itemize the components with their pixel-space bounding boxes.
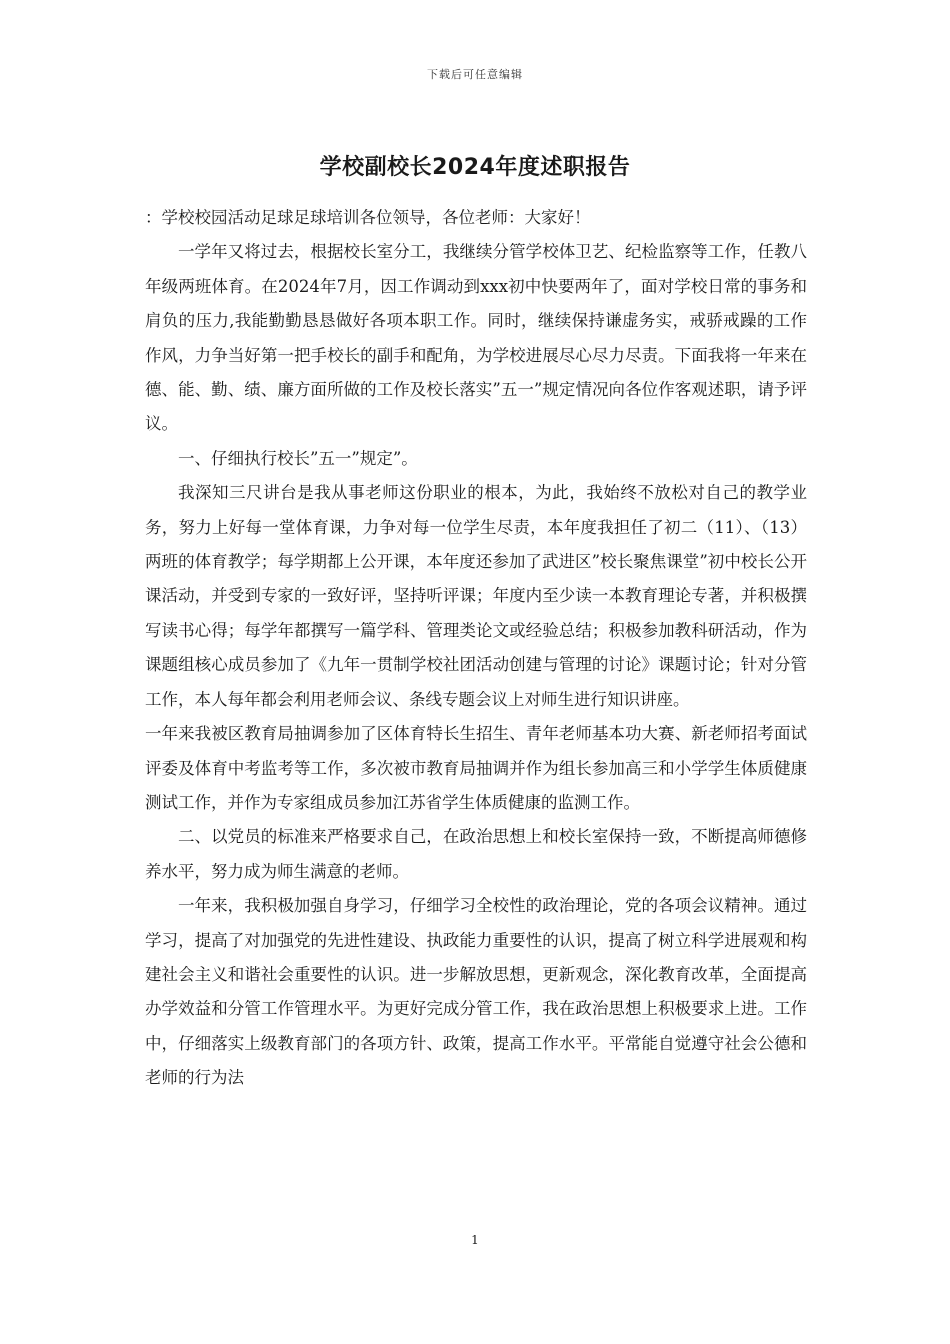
intro-paragraph: 一学年又将过去，根据校长室分工，我继续分管学校体卫艺、纪检监察等工作，任教八年级两班体育。在2024年7月，因工作调动到xxx初中快要两年了，面对学校日常的事务和肩负的压力,我能勤勤恳恳做好各项本职工作。同时，继续保持谦虚务实，戒骄戒躁的工作作风，力争当好第一把手校长的副手和配角，为学校进展尽心尽力尽责。下面我将一年来在德、能、勤、绩、廉方面所做的工作及校长落实”五一”规定情况向各位作客观述职，请予评议。	[145, 242, 807, 434]
body-paragraph: 一年来我被区教育局抽调参加了区体育特长生招生、青年老师基本功大赛、新老师招考面试评委及体育中考监考等工作，多次被市教育局抽调并作为组长参加高三和小学学生体质健康测试工作，并作为专家组成员参加江苏省学生体质健康的监测工作。	[145, 724, 807, 812]
body-paragraph: 一年来，我积极加强自身学习，仔细学习全校性的政治理论，党的各项会议精神。通过学习，提高了对加强党的先进性建设、执政能力重要性的认识，提高了树立科学进展观和构建社会主义和谐社会重要性的认识。进一步解放思想，更新观念，深化教育改革，全面提高办学效益和分管工作管理水平。为更好完成分管工作，我在政治思想上积极要求上进。工作中，仔细落实上级教育部门的各项方针、政策，提高工作水平。平常能自觉遵守社会公德和老师的行为法	[145, 896, 807, 1088]
page-number: 1	[471, 1233, 479, 1247]
document-title: 学校副校长2024年度述职报告	[319, 155, 631, 180]
document-body	[145, 201, 807, 1096]
section-heading-1: 一、仔细执行校长”五一”规定”。	[178, 448, 418, 468]
body-paragraph: 我深知三尺讲台是我从事老师这份职业的根本，为此，我始终不放松对自己的教学业务，努力上好每一堂体育课，力争对每一位学生尽责，本年度我担任了初二（11）、（13）两班的体育教学；每学期都上公开课，本年度还参加了武进区”校长聚焦课堂”初中校长公开课活动，并受到专家的一致好评，坚持听评课；年度内至少读一本教育理论专著，并积极撰写读书心得；每学年都撰写一篇学科、管理类论文或经验总结；积极参加教科研活动，作为课题组核心成员参加了《九年一贯制学校社团活动创建与管理的讨论》课题讨论；针对分管工作，本人每年都会利用老师会议、条线专题会议上对师生进行知识讲座。	[145, 483, 807, 709]
page-header-note: 下载后可任意编辑	[427, 68, 523, 81]
section-heading-2: 二、以党员的标准来严格要求自己，在政治思想上和校长室保持一致，不断提高师德修养水平，努力成为师生满意的老师。	[145, 827, 807, 881]
greeting-paragraph: ：学校校园活动足球足球培训各位领导，各位老师：大家好！	[145, 208, 591, 227]
